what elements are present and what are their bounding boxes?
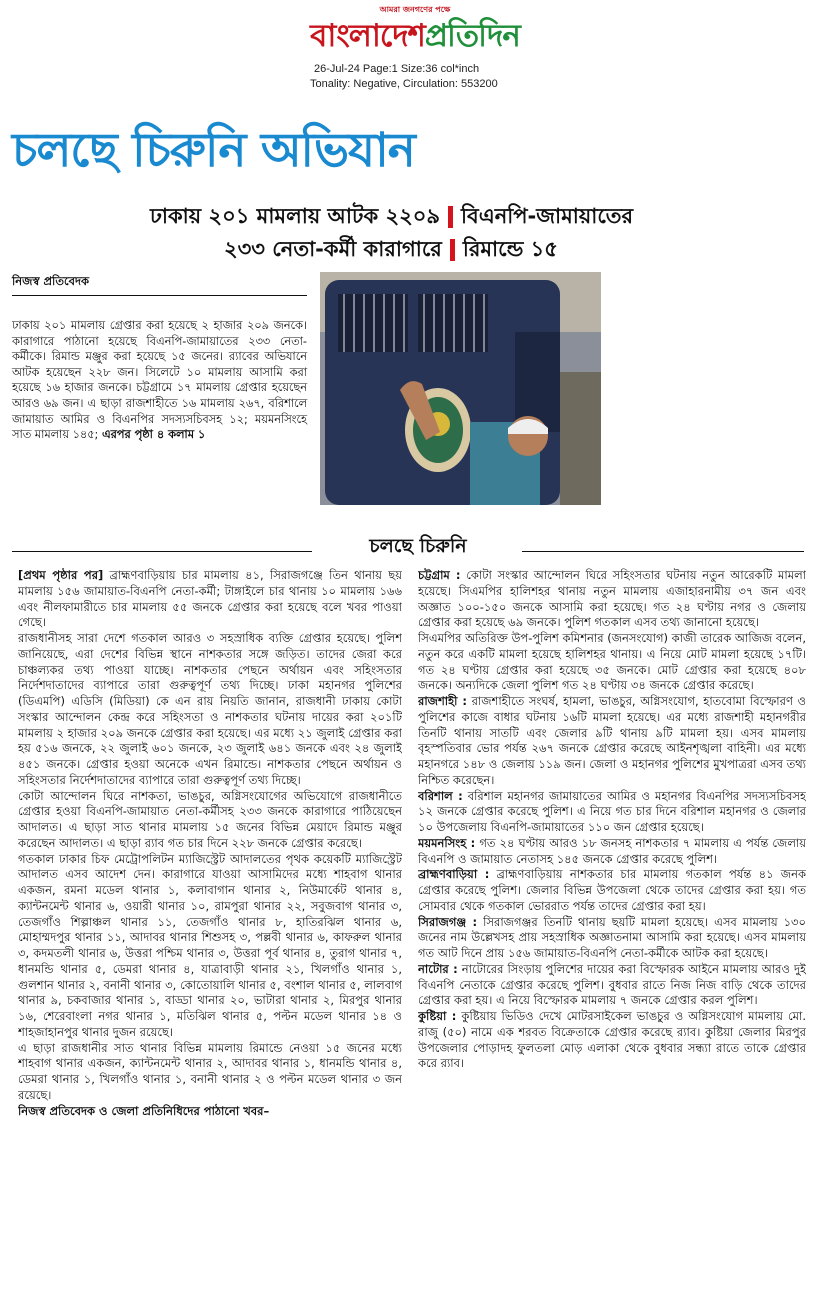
byline: নিজস্ব প্রতিবেদক xyxy=(12,273,307,296)
masthead-tagline: আমরা জনগণের পক্ষে xyxy=(379,5,451,14)
district-paragraph xyxy=(418,915,806,962)
paragraph-text: ব্রাহ্মণবাড়িয়ায় চার মামলায় ৪১, সিরাজগঞ্জে তিন থানায় ছয় মামলায় ১৫৬ জামায়াত-বিএনপি নেতা-কর্মী; টাঙ্গাইলে চার থানায় ১০ মামলায় ১৬৬ এবং নীলফামারীতে চার মামলায় ৫৫ জনকে গ্রেপ্তার করা হয়েছে বলে খবর পাওয়া গেছে। xyxy=(18,568,402,630)
news-photo xyxy=(320,272,601,505)
main-headline: চলছে চিরুনি অভিযান xyxy=(12,123,415,178)
paragraph: গতকাল ঢাকার চিফ মেট্রোপলিটন ম্যাজিস্ট্রেট আদালতের পৃথক কয়েকটি ম্যাজিস্ট্রেট আদালত এসব আদেশ দেন। কারাগারে যাওয়া আসামিদের মধ্যে শাহবাগ থানার একজন, রমনা মডেল থানার ১, কলাবাগান থানার ২, নিউমার্কেট থানার ৪, ক্যান্টনমেন্ট থানার ৬, ওয়ারী থানার ১০, রামপুরা থানার ২২, সবুজবাগ থানার ৩, তেজগাঁও শিল্পাঞ্চল থানার ১১, তেজগাঁও থানার ৮, হাতিরঝিল থানার ৬, মোহাম্মদপুর থানার ১১, আদাবর থানার শিশুসহ ৩, পল্লবী থানার ৬, কাফরুল থানার ৩, কদমতলী থানার ৬, উত্তরা পশ্চিম থানার ৩, উত্তরা পূর্ব থানার ৪, তুরাগ থানার ৭, ধানমন্ডি থানার ৫, ডেমরা থানার ৪, যাত্রাবাড়ী থানার ২১, খিলগাঁও থানার ১, গুলশান থানার ২, বনানী থানার ৩, কোতোয়ালি থানার ৫, বংশাল থানার ৫, লালবাগ থানার ৯, চকবাজার থানার ১, বাড্ডা থানার ২০, ভাটারা থানার ২, মিরপুর থানার ১৬, শেরেবাংলা নগর থানার ১, মতিঝিল থানার ৫, পল্টন মডেল থানার ১৪ ও শাহজাহানপুর থানার দুজন রয়েছে। xyxy=(18,851,402,1039)
section-rule-right xyxy=(522,551,804,552)
paragraph: রাজধানীসহ সারা দেশে গতকাল আরও ৩ সহস্রাধিক ব্যক্তি গ্রেপ্তার হয়েছে। পুলিশ জানিয়েছে, এরা দেশের বিভিন্ন স্থানে নাশকতার সঙ্গে জড়িত। তাদের জেরা করে চাঞ্চল্যকর তথ্য পাওয়া যাচ্ছে। নাশকতার পেছনে অর্থায়ন এবং সহিংসতার নির্দেশদাতাদের ব্যাপারে তারা গুরুত্বপূর্ণ তথ্য দিচ্ছে। ঢাকা মহানগর পুলিশের (ডিএমপি) এডিসি (মিডিয়া) কে এন রায় নিয়তি জানান, রাজধানী ঢাকায় কোটা সংস্কার আন্দোলন কেন্দ্র করে সহিংসতা ও নাশকতার ঘটনায় দায়ের করা ২০১টি মামলায় ২ হাজার ২০৯ জনকে গ্রেপ্তার করা হয়েছে। এর মধ্যে ২১ জুলাই গ্রেপ্তার করা হয় ৫১৬ জনকে, ২২ জুলাই ৬০১ জনকে, ২৩ জুলাই ৬৪১ জনকে এবং ২৪ জুলাই ৪৫১ জনকে। গ্রেপ্তার হওয়া অনেকে এখন রিমান্ডে। নাশকতার পেছনে অর্থায়ন ও সহিংসতার নির্দেশদাতাদের ব্যাপারে তারা গুরুত্বপূর্ণ তথ্য দিচ্ছে। xyxy=(18,631,402,787)
article-column-right xyxy=(418,568,806,1268)
district-label: কুষ্টিয়া : xyxy=(418,1009,457,1023)
subhead-part-d: রিমান্ডে ১৫ xyxy=(462,237,558,261)
district-label: নাটোর : xyxy=(418,961,458,976)
clipping-meta-line1: 26-Jul-24 Page:1 Size:36 col*inch xyxy=(314,63,480,75)
clipping-meta-line2: Tonality: Negative, Circulation: 553200 xyxy=(310,78,498,90)
lead-text: ঢাকায় ২০১ মামলায় গ্রেপ্তার করা হয়েছে ২ হাজার ২০৯ জনকে। কারাগারে পাঠানো হয়েছে বিএনপি-জামায়াতের ২৩৩ নেতা-কর্মীকে। রিমান্ড মঞ্জুর করা হয়েছে ১৫ জনের। র‍্যাবের অভিযানে আটক হয়েছেন ২২৮ জন। সিলেটে ১০ মামলায় আসামি করা হয়েছে ১৬ হাজার জনকে। চট্টগ্রামে ১৭ মামলায় গ্রেপ্তার হয়েছেন আরও ৬৯ জন। এ ছাড়া রাজশাহীতে ১৬ মামলায় ২৬৭, বরিশালে জামায়াত আমির ও বিএনপির সদস্যসচিবসহ ১২; ময়মনসিংহে সাত মামলায় ১৪৫; xyxy=(12,319,307,442)
clipping-meta xyxy=(310,62,570,92)
paragraph: কোটা আন্দোলন ঘিরে নাশকতা, ভাঙচুর, অগ্নিসংযোগের অভিযোগে রাজধানীতে গ্রেপ্তার হওয়া বিএনপি-জামায়াত নেতা-কর্মীসহ ২৩৩ জনকে কারাগারে পাঠিয়েছেন আদালত। এ ছাড়া সাত থানার মামলায় ১৫ জনের বিভিন্ন মেয়াদে রিমান্ড মঞ্জুর করেছেন আদালত। এ ছাড়া র‍্যাব গত চার দিনে ২২৮ জনকে গ্রেপ্তার করেছে। xyxy=(18,788,402,850)
paragraph-text: বরিশাল মহানগর জামায়াতের আমির ও মহানগর বিএনপির সদস্যসচিবসহ ১২ জনকে গ্রেপ্তার করেছে পুলিশ। এ নিয়ে গত চার দিনে বরিশাল মহানগর ও জেলার ১০ উপজেলায় বিএনপি-জামায়াতের ১১০ জন গ্রেপ্তার হয়েছে। xyxy=(418,788,806,834)
paragraph-text: সিরাজগঞ্জর তিনটি থানায় ছয়টি মামলা হয়েছে। এসব মামলায় ১৩০ জনের নাম উল্লেখসহ প্রায় সহস্রাধিক অজ্ঞাতনামা আসামি করা হয়েছে। এসব মামলায় গত আট দিনে প্রায় ১৫৬ জামায়াত-বিএনপি নেতা-কর্মীকে আটক করা হয়েছে। xyxy=(418,914,806,960)
paragraph-text: নাটোরের সিংড়ায় পুলিশের দায়ের করা বিস্ফোরক আইনে মামলায় আরও দুই বিএনপি নেতাকে গ্রেপ্তার করেছে পুলিশ। বুধবার রাতে নিজ নিজ বাড়ি থেকে তাদের গ্রেপ্তার করা হয়। এ নিয়ে বিস্ফোরক মামলায় ৭ জনকে গ্রেপ্তার করল পুলিশ। xyxy=(418,961,806,1008)
paragraph-text: গত ২৪ ঘণ্টায় আরও ১৮ জনসহ নাশকতার ৭ মামলায় এ পর্যন্ত জেলায় বিএনপি ও জামায়াত নেতাসহ ১৪৫ জনকে গ্রেপ্তার করেছে পুলিশ। xyxy=(418,835,806,866)
prison-van-photo xyxy=(320,272,601,505)
district-paragraph xyxy=(418,962,806,1009)
district-paragraph xyxy=(418,1009,806,1072)
district-label: রাজশাহী : xyxy=(418,694,467,708)
section-rule-left xyxy=(12,551,312,552)
subhead-part-a: ঢাকায় ২০১ মামলায় আটক ২২০৯ xyxy=(150,204,441,228)
paragraph xyxy=(18,568,402,631)
article-column-left xyxy=(18,568,402,1268)
masthead xyxy=(270,4,560,55)
newspaper-logo xyxy=(270,17,560,55)
district-label: চট্টগ্রাম : xyxy=(418,568,461,582)
subhead-part-c: ২৩৩ নেতা-কর্মী কারাগারে xyxy=(224,237,442,261)
logo-part-2: প্রতিদিন xyxy=(424,18,520,54)
lead-paragraph xyxy=(12,318,307,443)
paragraph-text: রাজশাহীতে সংঘর্ষ, হামলা, ভাঙচুর, অগ্নিসংযোগ, হাতবোমা বিস্ফোরণ ও পুলিশের কাজে বাধার ঘটনায় ১৬টি মামলা হয়েছে। এর মধ্যে রাজশাহী মহানগরীর তিনটি থানায় সাতটি এবং জেলার ৯টি থানায় ৯টি মামলা হয়। এসব মামলায় বৃহস্পতিবার ভোর পর্যন্ত ২৬৭ জনকে গ্রেপ্তার করেছে আইনশৃঙ্খলা বাহিনী। এর মধ্যে মহানগরে ১৪৮ ও জেলায় ১১৯ জন। জেলা ও মহানগর পুলিশের মুখপাত্ররা এসব তথ্য নিশ্চিত করেছেন। xyxy=(418,694,806,787)
logo-part-1: বাংলাদেশ xyxy=(310,18,425,54)
paragraph-text: কুষ্টিয়ায় ভিডিও দেখে মোটরসাইকেল ভাঙচুর ও অগ্নিসংযোগ মামলায় মো. রাজু (৫০) নামে এক শরবত বিক্রেতাকে গ্রেপ্তার করেছে র‍্যাব। কুষ্টিয়া জেলার মিরপুর উপজেলার পোড়াদহ ফুলতলা মোড় এলাকা থেকে বুধবার সন্ধ্যা রাতে তাকে গ্রেপ্তার করে র‍্যাব। xyxy=(418,1009,806,1071)
subhead-part-b: বিএনপি-জামায়াতের xyxy=(461,204,634,228)
district-paragraph xyxy=(418,789,806,836)
paragraph-lead: [প্রথম পৃষ্ঠার পর] xyxy=(18,568,104,582)
district-paragraph xyxy=(418,836,806,868)
subheadline xyxy=(150,200,670,266)
district-label: বরিশাল : xyxy=(418,788,463,803)
paragraph-text: কোটা সংস্কার আন্দোলন ঘিরে সহিংসতার ঘটনায় নতুন আরেকটি মামলা হয়েছে। সিএমপির হালিশহর থানায় নতুন মামলায় এজাহারনামীয় ৩৭ জন এবং অজ্ঞাত ১০০-১৫০ জনকে আসামি করা হয়েছে। গত ২৪ ঘণ্টায় নগর ও জেলায় গ্রেপ্তার করা হয়েছে ৬৯ জনকে। পুলিশ গতকাল এসব তথ্য জানানো হয়েছে। xyxy=(418,568,806,630)
district-label: ব্রাহ্মণবাড়িয়া : xyxy=(418,867,490,882)
subhead-divider xyxy=(450,239,455,261)
subhead-divider xyxy=(448,206,453,228)
district-paragraph xyxy=(418,568,806,631)
continued-jump: এরপর পৃষ্ঠা ৪ কলাম ১ xyxy=(101,428,206,442)
district-label: ময়মনসিংহ : xyxy=(418,835,476,850)
paragraph: এ ছাড়া রাজধানীর সাত থানার বিভিন্ন মামলায় রিমান্ডে নেওয়া ১৫ জনের মধ্যে শাহবাগ থানার একজন, ক্যান্টনমেন্ট থানার ২, আদাবর থানার ১, ধানমন্ডি থানার ৪, ডেমরা থানার ১, খিলগাঁও থানার ১, বনানী থানার ২ ও পল্টন মডেল থানার ৩ জন রয়েছে। xyxy=(18,1040,402,1102)
district-paragraph xyxy=(418,694,806,789)
paragraph: সিএমপির অতিরিক্ত উপ-পুলিশ কমিশনার (জনসংযোগ) কাজী তারেক আজিজ বলেন, নতুন করে একটি মামলা হয়েছে হালিশহর থানায়। এ নিয়ে মোট মামলা হয়েছে ১৭টি। গত ২৪ ঘণ্টায় গ্রেপ্তার করা হয়েছে ৩৫ জনকে। মোট গ্রেপ্তার করা হয়েছে ৪০৮ জনকে। অন্যদিকে জেলা পুলিশ গত ২৪ ঘণ্টায় ৩৪ জনকে গ্রেপ্তার করেছে। xyxy=(418,631,806,693)
continuation-title: চলছে চিরুনি xyxy=(369,535,467,557)
paragraph-text: ব্রাহ্মণবাড়িয়ায় নাশকতার চার মামলায় গতকাল পর্যন্ত ৪১ জনক গ্রেপ্তার করেছে পুলিশ। জেলার বিভিন্ন উপজেলা থেকে তাদের গ্রেপ্তার করা হয়। গত সোমবার থেকে গতকাল ভোররাত পর্যন্ত তাদের গ্রেপ্তার করা হয়। xyxy=(418,867,806,913)
district-label: সিরাজগঞ্জ : xyxy=(418,914,478,929)
report-credit: নিজস্ব প্রতিবেদক ও জেলা প্রতিনিধিদের পাঠানো খবর– xyxy=(18,1103,270,1118)
district-paragraph xyxy=(418,867,806,914)
